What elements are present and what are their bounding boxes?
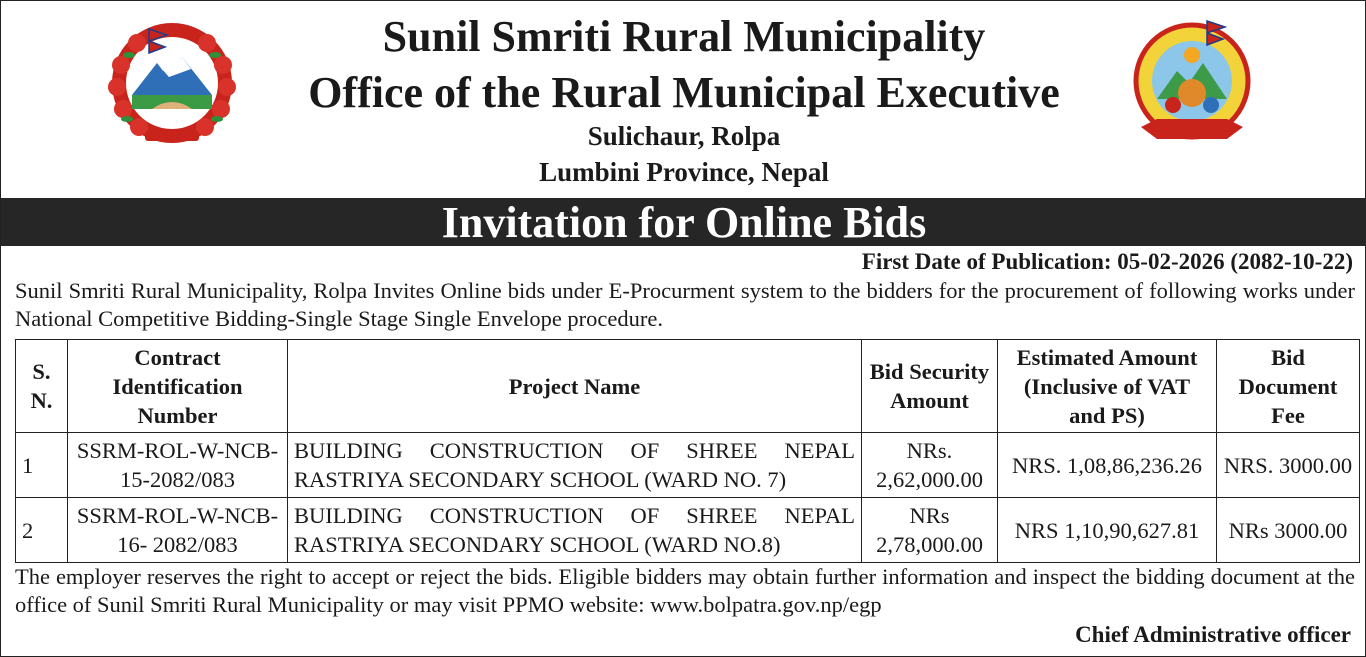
cell-document-fee: NRS. 3000.00 <box>1217 433 1360 498</box>
project-name-line: BUILDING CONSTRUCTION OF SHREE NEPAL <box>294 503 855 528</box>
cell-estimated-amount: NRS 1,10,90,627.81 <box>998 498 1217 563</box>
project-name-line: RASTRIYA SECONDARY SCHOOL (WARD NO.8) <box>294 532 781 557</box>
header-estimated-amount: Estimated Amount (Inclusive of VAT and PS) <box>998 340 1217 433</box>
cell-document-fee: NRs 3000.00 <box>1217 498 1360 563</box>
cell-project-name <box>288 433 862 498</box>
header-project-name: Project Name <box>288 340 862 433</box>
table-row <box>16 498 1360 563</box>
notice-header <box>1 1 1366 198</box>
office-name: Office of the Rural Municipal Executive <box>308 68 1060 117</box>
table-header-row <box>16 340 1360 433</box>
project-name-line: BUILDING CONSTRUCTION OF SHREE NEPAL <box>294 438 855 463</box>
project-name-line: RASTRIYA SECONDARY SCHOOL (WARD NO. 7) <box>294 467 787 492</box>
publication-date: First Date of Publication: 05-02-2026 (2082-10-22) <box>861 249 1353 274</box>
intro-paragraph: Sunil Smriti Rural Municipality, Rolpa Invites Online bids under E-Procurment system to the bidders for the procurement of following works under National Competitive Bidding-Single Stage Single Envelope procedure. <box>15 278 1355 331</box>
office-location: Sulichaur, Rolpa <box>587 121 781 151</box>
closing-paragraph: The employer reserves the right to accept or reject the bids. Eligible bidders may obtain further information and inspect the bidding document at the office of Sunil Smriti Rural Municipality or may visit PPMO website: www.bolpatra.gov.np/egp <box>15 564 1355 617</box>
cell-project-name <box>288 498 862 563</box>
office-province: Lumbini Province, Nepal <box>539 157 829 187</box>
header-bid-security: Bid Security Amount <box>862 340 998 433</box>
cell-sn: 2 <box>16 498 68 563</box>
cell-contract-id: SSRM-ROL-W-NCB-15-2082/083 <box>68 433 288 498</box>
header-sn: S. N. <box>16 340 68 433</box>
municipality-name: Sunil Smriti Rural Municipality <box>382 12 986 61</box>
header-document-fee: Bid Document Fee <box>1217 340 1360 433</box>
cell-estimated-amount: NRS. 1,08,86,236.26 <box>998 433 1217 498</box>
cell-contract-id: SSRM-ROL-W-NCB-16- 2082/083 <box>68 498 288 563</box>
municipality-seal-icon <box>1127 15 1257 150</box>
cell-bid-security: NRs 2,78,000.00 <box>862 498 998 563</box>
bids-table <box>15 339 1360 563</box>
cell-sn: 1 <box>16 433 68 498</box>
cell-bid-security: NRs. 2,62,000.00 <box>862 433 998 498</box>
table-row <box>16 433 1360 498</box>
notice-banner-title: Invitation for Online Bids <box>1 198 1366 246</box>
header-contract-id: Contract Identification Number <box>68 340 288 433</box>
signatory-title: Chief Administrative officer <box>1075 622 1351 647</box>
